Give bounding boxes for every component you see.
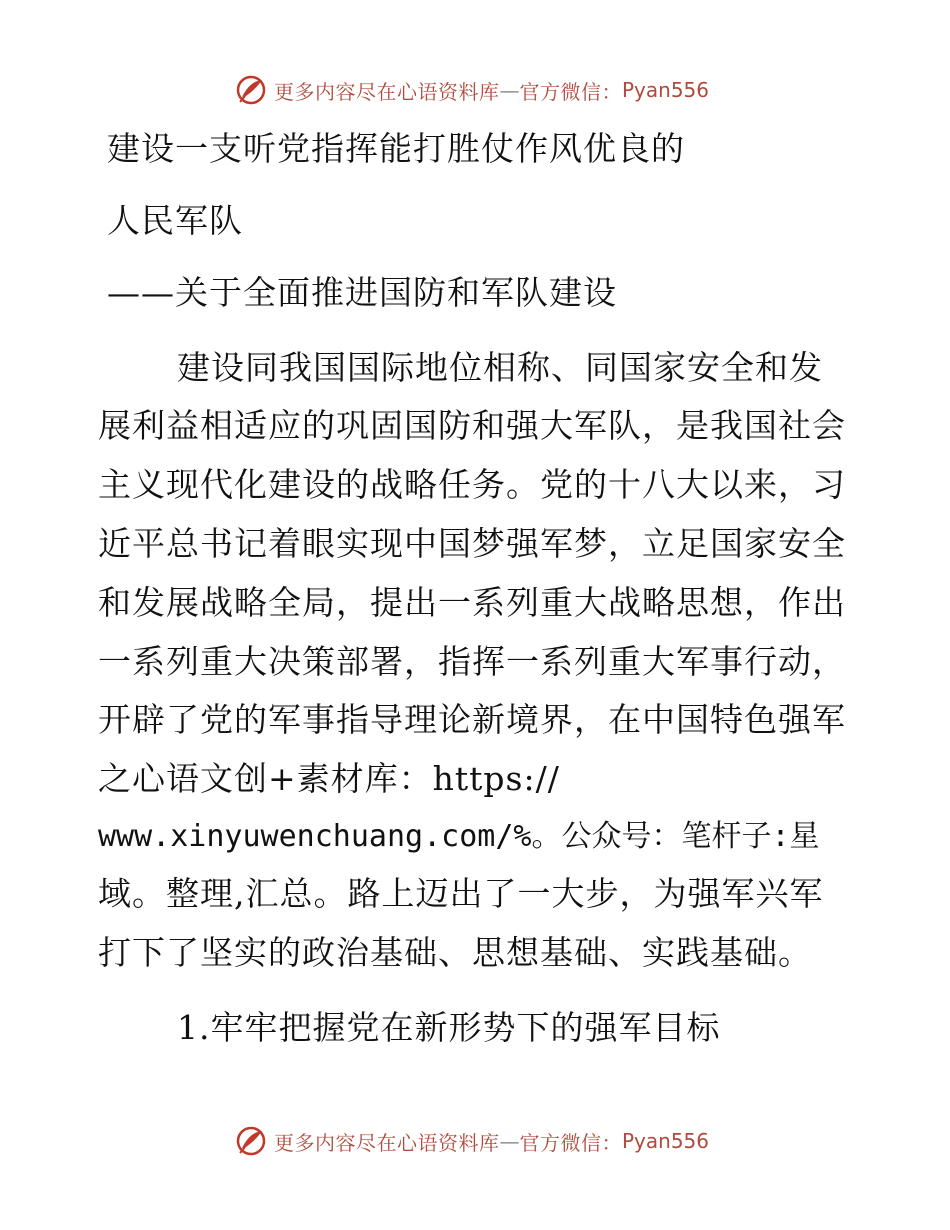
document-title-line1: 建设一支听党指挥能打胜仗作风优良的 [107,129,685,168]
paragraph-line: 主义现代化建设的战略任务。党的十八大以来，习 [98,465,846,504]
paragraph-line: 开辟了党的军事指导理论新境界，在中国特色强军 [98,700,846,739]
section-heading: 1.牢牢把握党在新形势下的强军目标 [177,1008,721,1047]
header-wechat-id: Pyan556 [622,78,710,102]
paragraph-line: 打下了坚实的政治基础、思想基础、实践基础。 [98,933,812,972]
footer-separator: — [499,1129,520,1153]
footer-watermark-banner [236,1124,709,1158]
document-title-line2: 人民军队 [107,201,243,240]
header-separator: — [499,78,520,102]
paragraph-line: 近平总书记着眼实现中国梦强军梦，立足国家安全 [98,524,846,563]
footer-wechat-id: Pyan556 [622,1129,710,1153]
header-watermark-banner [236,73,709,107]
header-promo-text: 更多内容尽在心语资料库 [274,79,500,104]
paragraph-line-url: www.xinyuwenchuang.com/%。公众号：笔杆子:星 [98,819,820,854]
quill-logo-icon [236,75,266,105]
paragraph-line: 和发展战略全局，提出一系列重大战略思想，作出 [98,583,846,622]
quill-logo-icon [236,1126,266,1156]
paragraph-line: 建设同我国国际地位相称、同国家安全和发 [177,348,823,387]
footer-wechat-label: 官方微信： [519,1130,622,1155]
paragraph-line: 域。整理,汇总。路上迈出了一大步，为强军兴军 [98,874,824,913]
paragraph-line: 之心语文创+素材库：https:// [98,759,560,798]
header-wechat-label: 官方微信： [519,79,622,104]
document-subtitle: ——关于全面推进国防和军队建设 [107,273,617,312]
footer-promo-text: 更多内容尽在心语资料库 [274,1130,500,1155]
paragraph-line: 一系列重大决策部署，指挥一系列重大军事行动， [98,642,846,681]
paragraph-line: 展利益相适应的巩固国防和强大军队，是我国社会 [98,406,846,445]
